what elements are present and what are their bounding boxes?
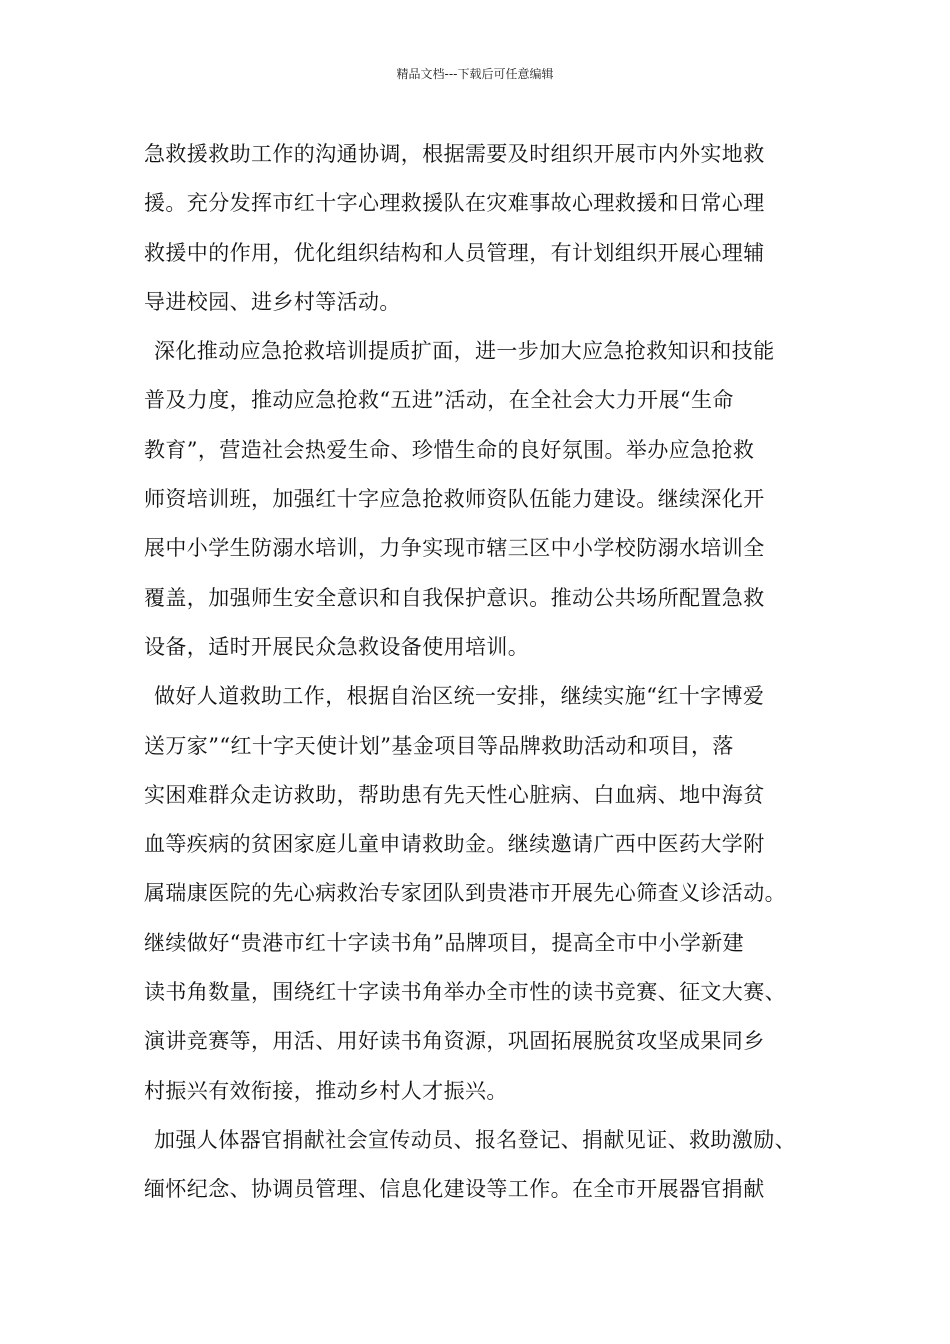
paragraph-first-line: 做好人道救助工作，根据自治区统一安排，继续实施“红十字博爱 [154,684,765,709]
text-line: 教育”，营造社会热爱生命、珍惜生命的良好氛围。举办应急抢救 [144,437,755,462]
paragraph-first-line: 深化推动应急抢救培训提质扩面，进一步加大应急抢救知识和技能 [154,339,775,364]
text-line: 村振兴有效衔接，推动乡村人才振兴。 [144,1078,508,1103]
text-line: 导进校园、进乡村等活动。 [144,289,401,314]
text-line: 设备，适时开展民众急救设备使用培训。 [144,634,530,659]
text-line: 演讲竞赛等，用活、用好读书角资源，巩固拓展脱贫攻坚成果同乡 [144,1029,765,1054]
text-line: 读书角数量，围绕红十字读书角举办全市性的读书竞赛、征文大赛、 [144,980,786,1005]
body-text [144,132,834,1217]
text-line: 展中小学生防溺水培训，力争实现市辖三区中小学校防溺水培训全 [144,536,765,561]
text-line: 普及力度，推动应急抢救“五进”活动，在全社会大力开展“生命 [144,388,734,413]
text-line: 继续做好“贵港市红十字读书角”品牌项目，提高全市中小学新建 [144,930,745,955]
text-line: 急救援救助工作的沟通协调，根据需要及时组织开展市内外实地救 [144,142,765,166]
text-line: 援。充分发挥市红十字心理救援队在灾难事故心理救援和日常心理 [144,191,765,216]
text-line: 覆盖，加强师生安全意识和自我保护意识。推动公共场所配置急救 [144,585,765,610]
text-line: 救援中的作用，优化组织结构和人员管理，有计划组织开展心理辅 [144,240,765,265]
text-line: 血等疾病的贫困家庭儿童申请救助金。继续邀请广西中医药大学附 [144,832,765,857]
page-header: 精品文档---下载后可任意编辑 [396,67,554,81]
text-line: 送万家”“红十字天使计划”基金项目等品牌救助活动和项目，落 [144,733,734,758]
paragraph-first-line: 加强人体器官捐献社会宣传动员、报名登记、捐献见证、救助激励、 [154,1127,796,1152]
text-line: 属瑞康医院的先心病救治专家团队到贵港市开展先心筛查义诊活动。 [144,881,786,906]
text-line: 师资培训班，加强红十字应急抢救师资队伍能力建设。继续深化开 [144,487,765,512]
text-line: 实困难群众走访救助，帮助患有先天性心脏病、白血病、地中海贫 [144,782,765,807]
text-line: 缅怀纪念、协调员管理、信息化建设等工作。在全市开展器官捐献 [144,1177,765,1202]
